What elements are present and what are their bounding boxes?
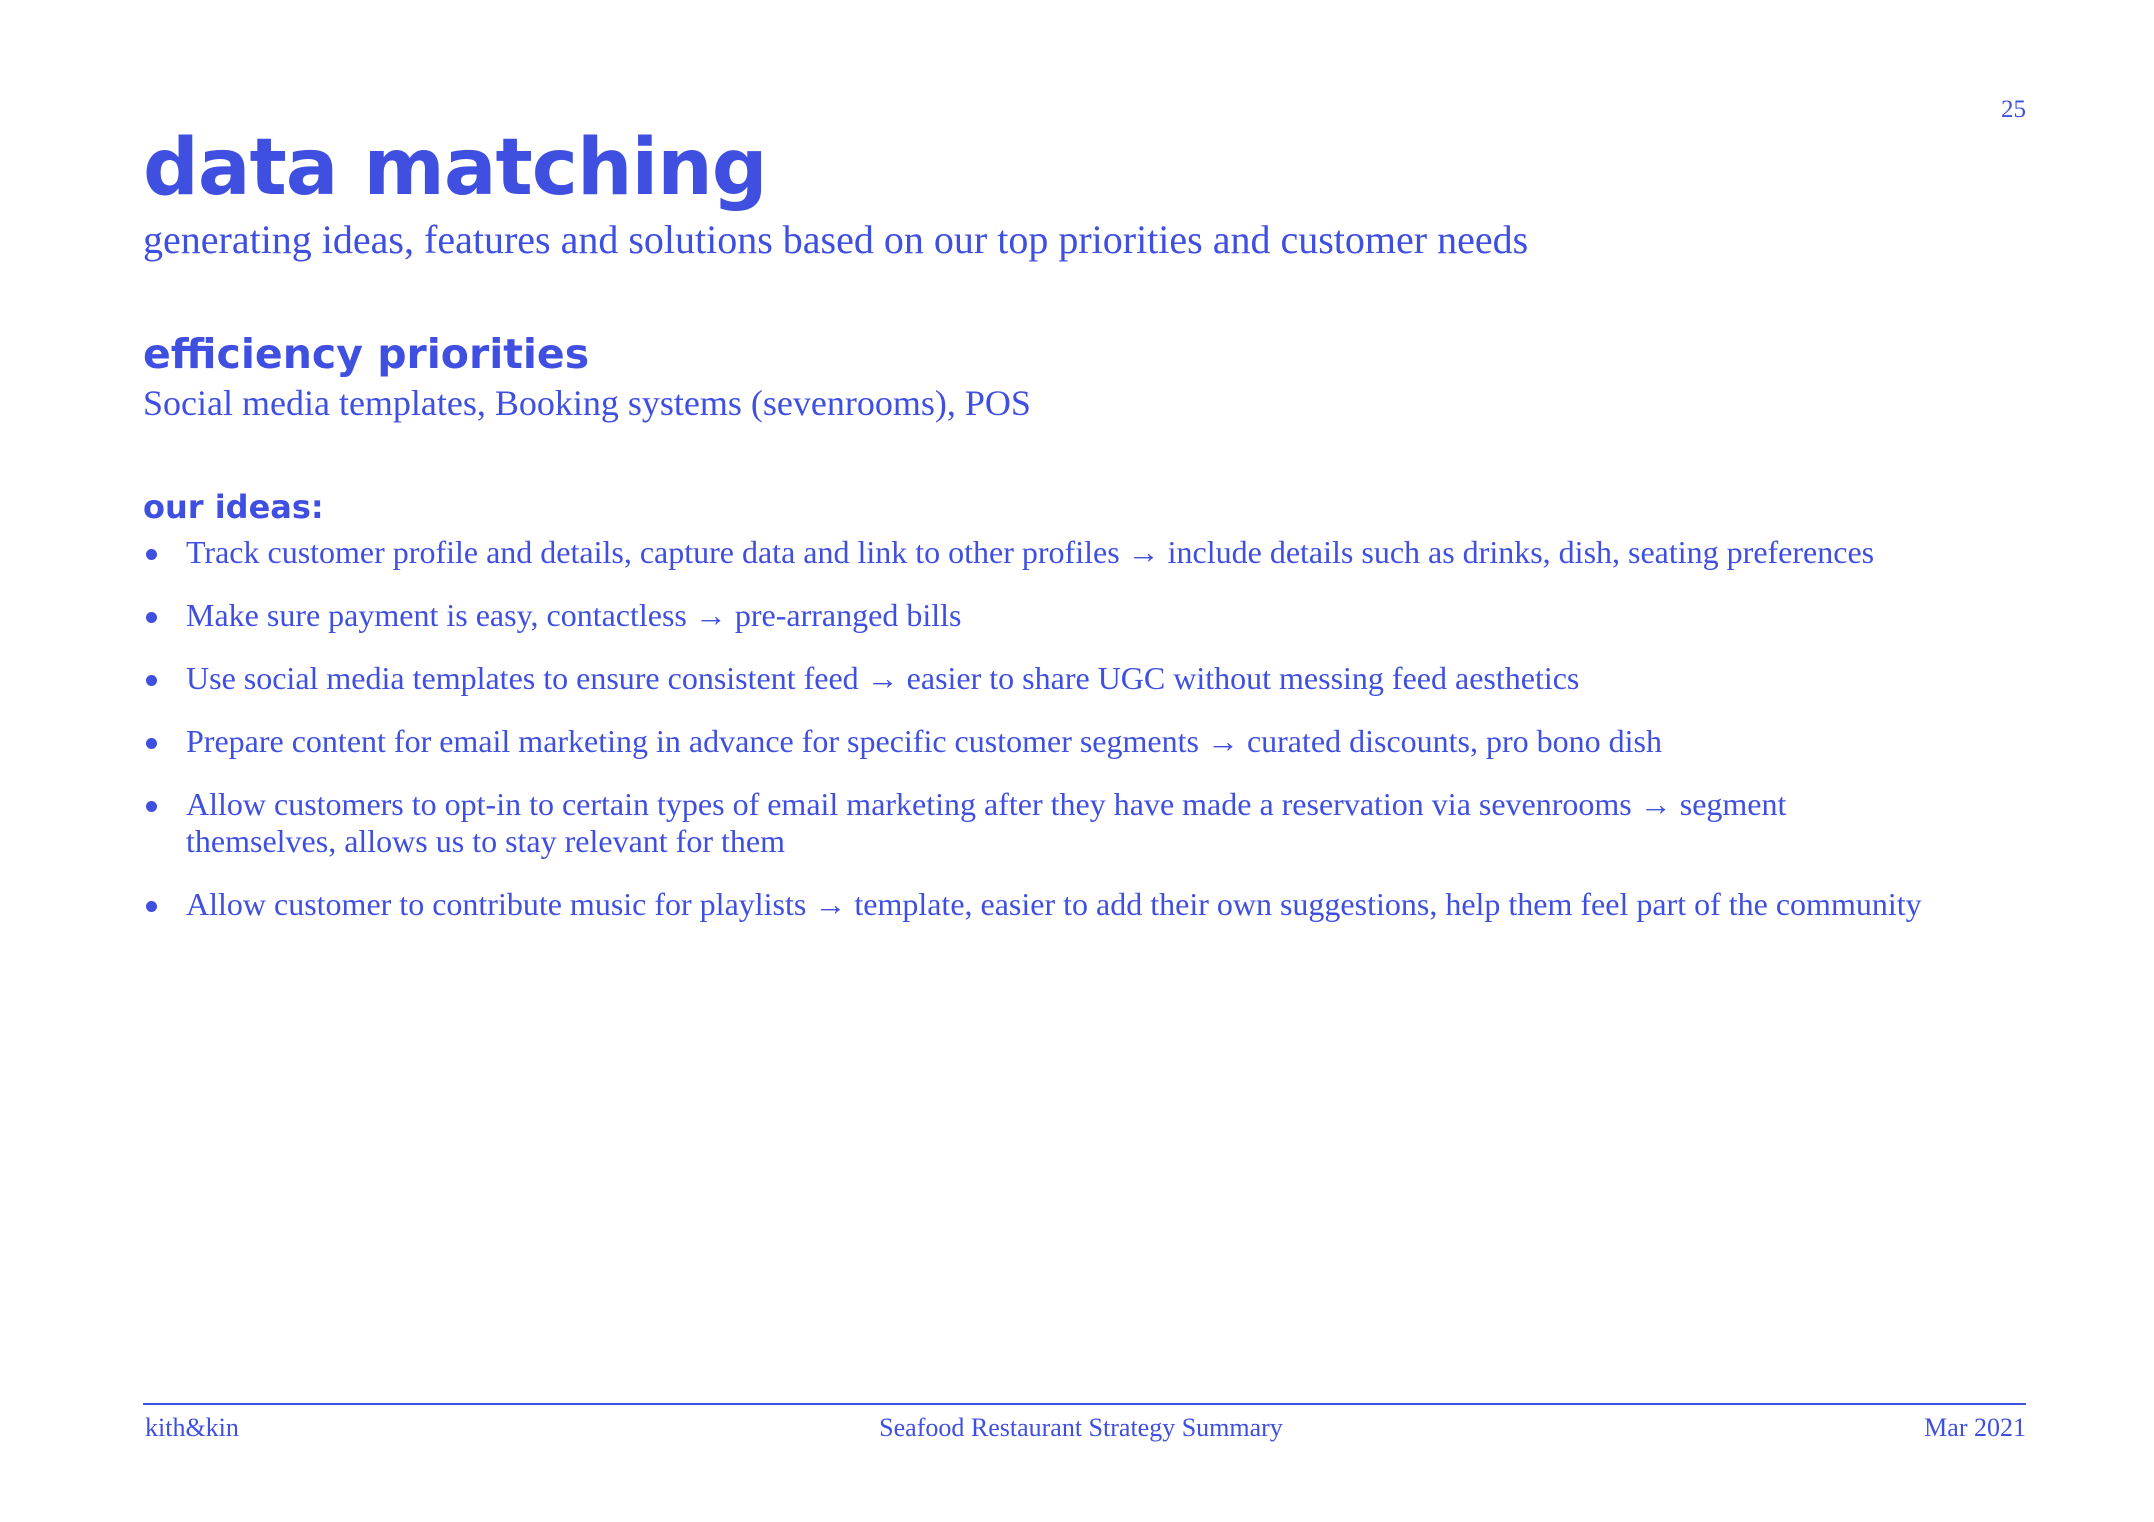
efficiency-priorities-text: Social media templates, Booking systems (sevenrooms), POS [143,383,1031,423]
idea-item [143,660,1923,697]
footer-date: Mar 2021 [1924,1413,2026,1442]
idea-item [143,534,1923,571]
bullet-icon [146,801,157,812]
idea-text: Use social media templates to ensure consistent feed → easier to share UGC without messing feed aesthetics [186,660,1580,696]
footer-divider [143,1403,2026,1405]
idea-item [143,886,1923,923]
idea-item [143,597,1923,634]
idea-item [143,786,1923,860]
bullet-icon [146,738,157,749]
idea-text: Prepare content for email marketing in advance for specific customer segments → curated discounts, pro bono dish [186,723,1662,759]
bullet-icon [146,901,157,912]
page-subtitle: generating ideas, features and solutions based on our top priorities and customer needs [143,217,1529,262]
idea-text: Allow customers to opt-in to certain types of email marketing after they have made a reservation via sevenrooms → segment themselves, allows us to stay relevant for them [186,786,1787,859]
bullet-icon [146,612,157,623]
ideas-list [143,534,1923,949]
page-number: 25 [2001,96,2026,123]
idea-text: Allow customer to contribute music for playlists → template, easier to add their own suggestions, help them feel part of the community [186,886,1922,922]
bullet-icon [146,549,157,560]
ideas-heading: our ideas: [143,488,324,526]
idea-item [143,723,1923,760]
page-title: data matching [143,123,767,213]
bullet-icon [146,675,157,686]
footer-document-title: Seafood Restaurant Strategy Summary [879,1413,1283,1442]
footer-brand: kith&kin [145,1413,239,1442]
idea-text: Track customer profile and details, capture data and link to other profiles → include details such as drinks, dish, seating preferences [186,534,1875,570]
efficiency-priorities-heading: efficiency priorities [143,330,590,378]
idea-text: Make sure payment is easy, contactless → pre-arranged bills [186,597,962,633]
